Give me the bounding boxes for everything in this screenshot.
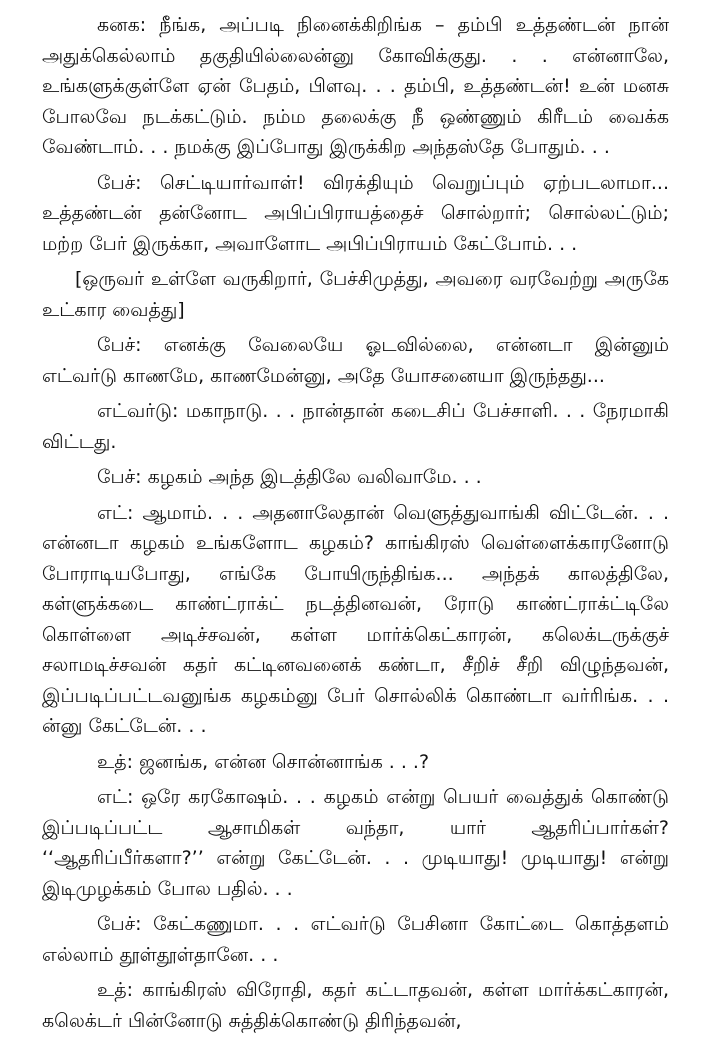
speaker-label: பேச்: xyxy=(97,171,142,194)
dialogue-paragraph xyxy=(42,782,669,904)
dialogue-paragraph xyxy=(42,330,669,391)
speaker-label: பேச்: xyxy=(97,466,142,488)
speaker-label: எட்வர்டு: xyxy=(97,400,179,422)
dialogue-text: ஜனங்க, என்ன சொன்னாங்க . . .? xyxy=(139,750,430,773)
speaker-label: எட்: xyxy=(97,786,134,808)
dialogue-paragraph xyxy=(42,168,669,260)
dialogue-text: செட்டியார்வாள்! விரக்தியும் வெறுப்பும் ஏற்படலாமா... உத்தண்டன் தன்னோட அபிப்பிராயத்தைச் சொல்றார்; சொல்லட்டும்; மற்ற பேர் இருக்கா, அவாளோட அபிப்பிராயம் கேட்போம். . . xyxy=(42,171,670,255)
dialogue-text: கேட்கணுமா. . . எட்வர்டு பேசினா கோட்டை கொத்தளம் எல்லாம் தூள்தூள்தானே. . . xyxy=(42,913,669,966)
dialogue-paragraph xyxy=(42,498,669,742)
dialogue-text: நீங்க, அப்படி நினைக்கிறிங்க – தம்பி உத்தண்டன் நான் அதுக்கெல்லாம் தகுதியில்லைன்னு கோவிக்குது. . . என்னாலே, உங்களுக்குள்ளே ஏன் பேதம், பிளவு. . . தம்பி, உத்தண்டன்! உன் மனசு போலவே நடக்கட்டும். நம்ம தலைக்கு நீ ஒண்ணும் கிரீடம் வைக்க வேண்டாம். . . நமக்கு இப்போது இருக்கிற அந்தஸ்தே போதும். . . xyxy=(42,14,670,158)
speaker-label: கனக: xyxy=(97,14,147,36)
speaker-label: பேச்: xyxy=(97,913,142,935)
dialogue-text: ஒரே கரகோஷம். . . கழகம் என்று பெயர் வைத்துக் கொண்டு இப்படிப்பட்ட ஆசாமிகள் வந்தா, யார் ஆதரிப்பார்கள்? ‘‘ஆதரிப்பீர்களா?’’ என்று கேட்டேன். . . முடியாது! முடியாது! என்று இடிமுழக்கம் போல பதில். . . xyxy=(42,786,669,900)
dialogue-paragraph xyxy=(42,462,669,493)
dialogue-text: மகாநாடு. . . நான்தான் கடைசிப் பேச்சாளி. . . நேரமாகி விட்டது. xyxy=(42,400,669,453)
speaker-label: உத்: xyxy=(97,750,134,773)
dialogue-paragraph xyxy=(42,747,669,778)
dialogue-paragraph xyxy=(42,975,669,1036)
stage-direction-text: [ஒருவர் உள்ளே வருகிறார், பேச்சிமுத்து, அவரை வரவேற்று அருகே உட்கார வைத்து] xyxy=(42,268,669,321)
speaker-label: பேச்: xyxy=(97,334,142,356)
dialogue-paragraph xyxy=(42,909,669,970)
speaker-label: உத்: xyxy=(97,979,134,1001)
dialogue-paragraph xyxy=(42,10,669,163)
dialogue-text: ஆமாம். . . அதனாலேதான் வெளுத்துவாங்கி விட்டேன். . . என்னடா கழகம் உங்களோட கழகம்? காங்கிரஸ் வெள்ளைக்காரனோடு போராடியபோது, எங்கே போயிருந்திங்க... அந்தக் காலத்திலே, கள்ளுக்கடை காண்ட்ராக்ட் நடத்தினவன், ரோடு காண்ட்ராக்ட்டிலே கொள்ளை அடிச்சவன், கள்ள மார்க்கெட்காரன், கலெக்டருக்குச் சலாமடிச்சவன் கதர் கட்டினவனைக் கண்டா, சீறிச் சீறி விழுந்தவன், இப்படிப்பட்டவனுங்க கழகம்னு பேர் சொல்லிக் கொண்டா வர்ரிங்க. . . ன்னு கேட்டேன். . . xyxy=(42,501,669,737)
speaker-label: எட்: xyxy=(97,501,134,524)
dialogue-paragraph xyxy=(42,396,669,457)
dialogue-text: கழகம் அந்த இடத்திலே வலிவாமே. . . xyxy=(147,466,482,488)
dialogue-text: காங்கிரஸ் விரோதி, கதர் கட்டாதவன், கள்ள மார்க்கட்காரன், கலெக்டர் பின்னோடு சுத்திக்கொண்டு திரிந்தவன், xyxy=(42,979,669,1032)
stage-direction xyxy=(42,264,669,325)
dialogue-text: எனக்கு வேலையே ஓடவில்லை, என்னடா இன்னும் எட்வர்டு காணமே, காணமேன்னு, அதே யோசனையா இருந்தது... xyxy=(42,334,669,387)
